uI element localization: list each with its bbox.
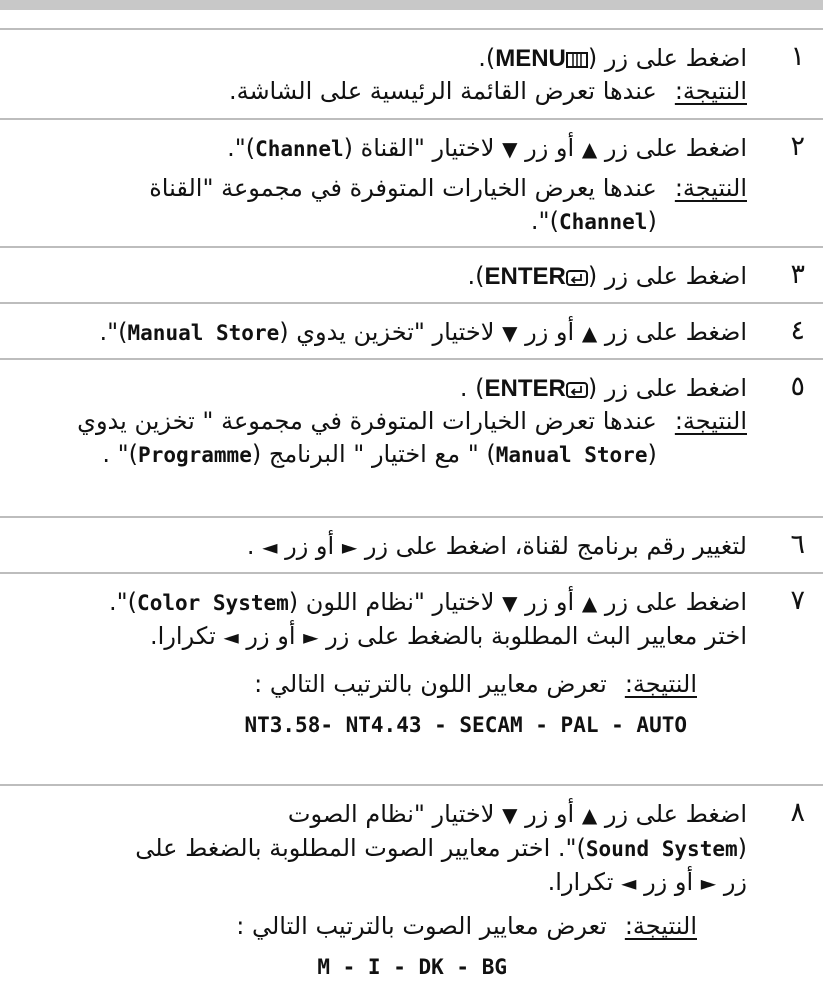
step-8: [0, 784, 823, 992]
result-label: النتيجة:: [624, 912, 697, 940]
left-arrow-icon: ◄: [621, 871, 637, 895]
top-rule: [0, 0, 823, 10]
left-arrow-icon: ◄: [223, 625, 239, 649]
step-7: [0, 572, 823, 784]
result-row: النتيجة: عندها تعرض الخيارات المتوفرة في مجموعة " تخزين يدوي (Manual Store) " مع اختيار " البرنامج (Programme)" .: [18, 405, 747, 472]
instruction-line: زر ► أو زر ◄ تكرارا.: [547, 868, 747, 896]
result-row: النتيجة: عندها تعرض القائمة الرئيسية على الشاشة.: [18, 75, 747, 108]
result-label: النتيجة:: [674, 174, 747, 202]
up-arrow-icon: ▲: [581, 591, 598, 615]
step-5: [0, 358, 823, 516]
step-4: [0, 302, 823, 358]
step-3: [0, 246, 823, 302]
step-1: [0, 28, 823, 118]
right-arrow-icon: ►: [341, 535, 358, 559]
step-number: ٨: [790, 797, 805, 828]
instruction-line: اضغط على زر ▲ أو زر ▼ لاختيار "نظام اللون (Color System)".: [109, 588, 747, 616]
result-row: النتيجة: عندها يعرض الخيارات المتوفرة في مجموعة "القناة (Channel)".: [18, 172, 747, 239]
instruction-line: اضغط على زر ▲ أو زر ▼ لاختيار "تخزين يدوي (Manual Store)".: [99, 318, 747, 346]
instruction-line: اضغط على زر (ENTER).: [467, 262, 747, 290]
right-arrow-icon: ►: [700, 871, 717, 895]
down-arrow-icon: ▼: [502, 321, 518, 345]
instruction-line: اضغط على زر (ENTER) .: [459, 374, 747, 402]
step-6: [0, 516, 823, 572]
up-arrow-icon: ▲: [581, 803, 598, 827]
step-number: ٢: [790, 131, 805, 162]
down-arrow-icon: ▼: [502, 591, 518, 615]
sound-system-sequence: M - I - DK - BG: [317, 955, 507, 979]
step-number: ٥: [790, 371, 805, 402]
instruction-line: اختر معايير البث المطلوبة بالضغط على زر ► أو زر ◄ تكرارا.: [150, 622, 747, 650]
down-arrow-icon: ▼: [502, 137, 518, 161]
enter-icon: [566, 269, 588, 287]
instruction-line: اضغط على زر (MENU).: [478, 44, 747, 72]
result-label: النتيجة:: [674, 77, 747, 105]
step-number: ٦: [790, 529, 805, 560]
result-label: النتيجة:: [674, 407, 747, 435]
step-number: ١: [790, 41, 805, 72]
down-arrow-icon: ▼: [502, 803, 518, 827]
instruction-line: (Sound System)". اختر معايير الصوت المطلوبة بالضغط على: [135, 834, 747, 862]
instruction-line: اضغط على زر ▲ أو زر ▼ لاختيار "القناة (Channel)".: [227, 134, 747, 162]
menu-icon: [566, 51, 588, 69]
instruction-line: اضغط على زر ▲ أو زر ▼ لاختيار "نظام الصوت: [287, 800, 747, 828]
result-label: النتيجة:: [624, 670, 697, 698]
enter-icon: [566, 381, 588, 399]
step-number: ٤: [790, 315, 805, 346]
step-2: [0, 118, 823, 246]
step-number: ٣: [790, 259, 805, 290]
result-row: النتيجة: تعرض معايير اللون بالترتيب التالي :: [18, 668, 747, 701]
result-row: النتيجة: تعرض معايير الصوت بالترتيب التالي :: [18, 910, 747, 943]
left-arrow-icon: ◄: [262, 535, 278, 559]
right-arrow-icon: ►: [303, 625, 319, 649]
up-arrow-icon: ▲: [581, 321, 598, 345]
step-number: ٧: [790, 585, 805, 616]
color-system-sequence: NT3.58- NT4.43 - SECAM - PAL - AUTO: [244, 713, 687, 737]
instruction-line: لتغيير رقم برنامج لقناة، اضغط على زر ► أو زر ◄ .: [246, 532, 747, 560]
up-arrow-icon: ▲: [581, 137, 598, 161]
